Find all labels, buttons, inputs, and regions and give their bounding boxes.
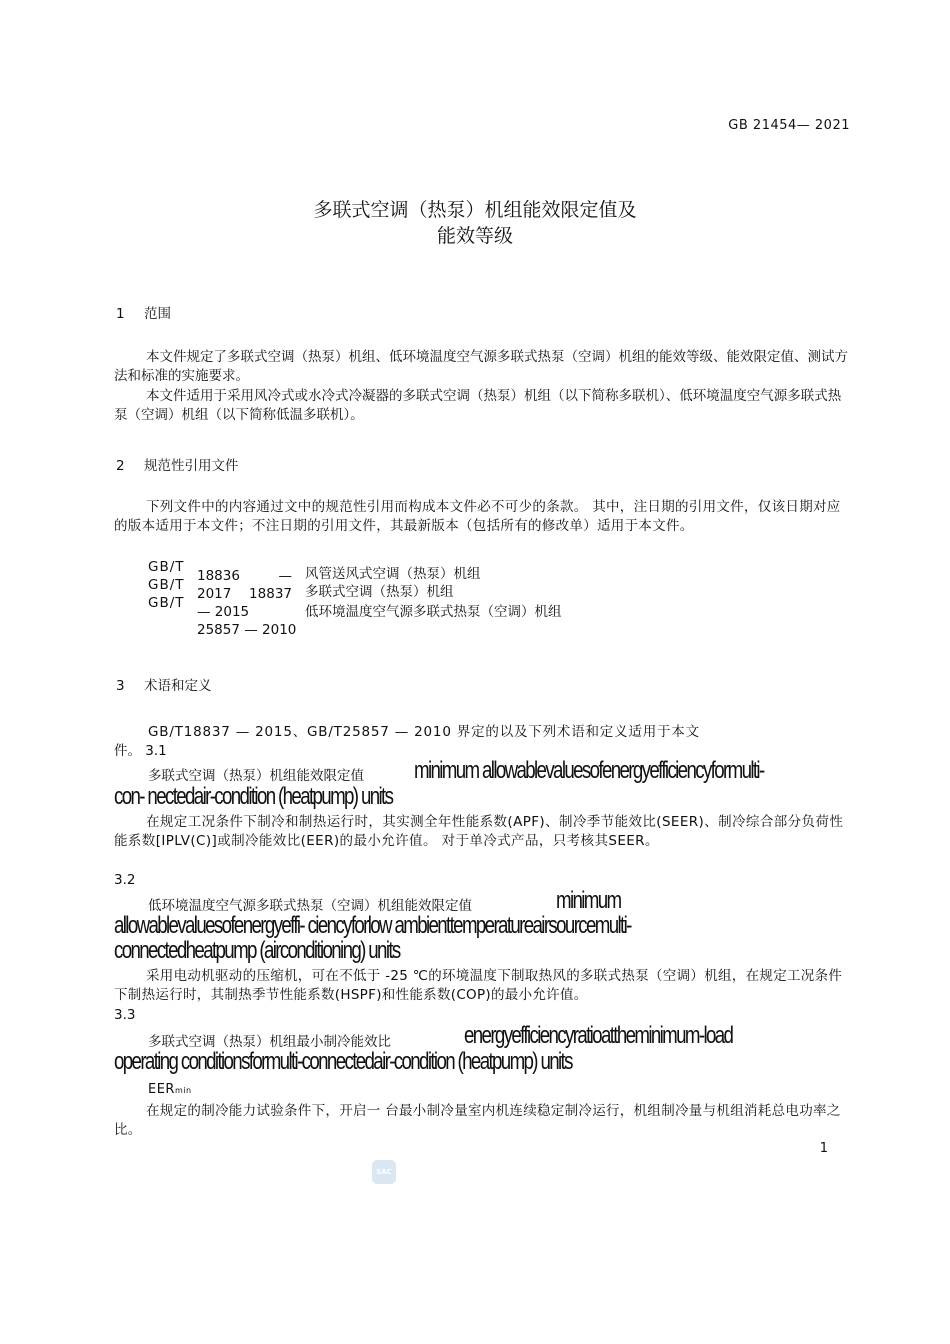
section-2-paragraph: 下列文件中的内容通过文中的规范性引用而构成本文件必不可少的条款。 其中，注日期的引用文件，仅该日期对应的版本适用于本文件；不注日期的引用文件，其最新版本（包括所有的修改单）适用于本文件。 — [114, 499, 841, 534]
term-3-2-number: 3.2 — [114, 872, 136, 888]
section-title: 术语和定义 — [144, 678, 212, 694]
section-title: 范围 — [144, 306, 171, 322]
section-number: 3 — [116, 678, 125, 694]
term-3-3-en-line2: operating conditionsformulti-connectedair-condition (heatpump) units — [114, 1048, 572, 1075]
term-3-1-en-line1: minimum allowablevaluesofenergyefficiencyformulti- — [414, 757, 764, 784]
reference-number-column — [197, 567, 297, 639]
section-1-paragraph-1: 本文件规定了多联式空调（热泵）机组、低环境温度空气源多联式热泵（空调）机组的能效等级、能效限定值、测试方法和标准的实施要求。 — [114, 349, 848, 384]
reference-title-column — [305, 565, 562, 621]
reference-number: 18836 — — [197, 568, 292, 584]
reference-title: 多联式空调（热泵）机组 — [305, 584, 454, 600]
term-3-1-zh: 多联式空调（热泵）机组能效限定值 — [148, 768, 364, 784]
reference-number: — 2015 — [197, 604, 250, 620]
reference-prefix: GB/T — [148, 595, 185, 611]
term-3-3-en-line1: energyefficiencyratioattheminimum-load — [464, 1022, 733, 1049]
page-number: 1 — [819, 1141, 828, 1156]
term-3-1-en-line2: con- nectedair-condition (heatpump) units — [114, 783, 393, 810]
term-3-3-number: 3.3 — [114, 1007, 136, 1023]
section-number: 2 — [116, 458, 125, 474]
reference-title: 低环境温度空气源多联式热泵（空调）机组 — [305, 604, 562, 620]
term-3-3-definition: 在规定的制冷能力试验条件下，开启一 台最小制冷量室内机连续稳定制冷运行，机组制冷量与机组消耗总电功率之比。 — [114, 1103, 841, 1138]
term-3-1-definition: 在规定工况条件下制冷和制热运行时，其实测全年性能系数(APF)、制冷季节能效比(SEER)、制冷综合部分负荷性能系数[IPLV(C)]或制冷能效比(EER)的最小允许值。 对于单冷式产品，只考核其SEER。 — [114, 814, 844, 849]
page-title-line1: 多联式空调（热泵）机组能效限定值及 — [313, 199, 637, 221]
section-3-intro-line2: 件。 3.1 — [114, 743, 167, 759]
term-3-3-zh: 多联式空调（热泵）机组最小制冷能效比 — [148, 1034, 391, 1050]
symbol-main: EER — [148, 1082, 175, 1097]
section-3-heading — [116, 674, 212, 694]
term-3-2-en-line1: minimum — [556, 887, 621, 914]
term-3-2-en-line3: connectedheatpump (airconditioning) units — [114, 937, 400, 964]
section-2-heading — [116, 454, 239, 474]
section-1-heading — [116, 302, 171, 322]
reference-prefix-column — [148, 558, 185, 612]
section-title: 规范性引用文件 — [144, 458, 239, 474]
term-3-2-zh: 低环境温度空气源多联式热泵（空调）机组能效限定值 — [148, 898, 472, 914]
symbol-subscript: min — [174, 1086, 192, 1095]
section-number: 1 — [116, 306, 125, 322]
reference-number: 2017 18837 — [197, 586, 292, 602]
reference-prefix: GB/T — [148, 559, 185, 575]
reference-title: 风管送风式空调（热泵）机组 — [305, 566, 481, 582]
standard-number: GB 21454— 2021 — [728, 118, 850, 133]
section-3-intro-line1: GB/T18837 — 2015、GB/T25857 — 2010 界定的以及下列术语和定义适用于本文 — [148, 724, 700, 740]
term-3-2-definition: 采用电动机驱动的压缩机，可在不低于 -25 ℃的环境温度下制取热风的多联式热泵（空调）机组，在规定工况条件下制热运行时，其制热季节性能系数(HSPF)和性能系数(COP)的最小允许值。 — [114, 968, 843, 1003]
term-3-3-symbol — [148, 1082, 192, 1097]
term-3-2-en-line2: allowablevaluesofenergyeffi- ciencyforlow ambienttemperatureairsourcemulti- — [114, 912, 631, 939]
reference-prefix: GB/T — [148, 577, 185, 593]
section-1-paragraph-2: 本文件适用于采用风冷式或水冷式冷凝器的多联式空调（热泵）机组（以下简称多联机）、低环境温度空气源多联式热泵（空调）机组（以下简称低温多联机）。 — [114, 388, 842, 423]
page-title-line2: 能效等级 — [436, 225, 513, 247]
sac-logo: SAC — [372, 1160, 396, 1184]
reference-number: 25857 — 2010 — [197, 622, 297, 638]
